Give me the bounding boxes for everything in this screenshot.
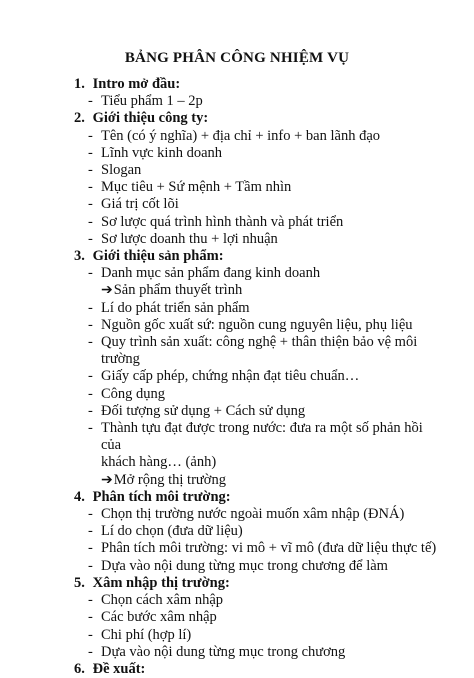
section-title: Phân tích môi trường:: [92, 488, 231, 505]
item-text: Dựa vào nội dung từng mục trong chương để làm: [101, 557, 388, 574]
dash-bullet-icon: -: [88, 609, 93, 626]
section-number: 4.: [74, 488, 85, 505]
item-text: Chọn thị trường nước ngoài muốn xâm nhập (ĐNÁ): [101, 506, 405, 523]
item-text: Sản phẩm thuyết trình: [113, 282, 243, 299]
dash-bullet-icon: -: [88, 299, 93, 316]
list-item: [74, 523, 444, 540]
section-title: Xâm nhập thị trường:: [92, 574, 230, 591]
dash-bullet-icon: -: [88, 162, 93, 179]
section: [74, 110, 444, 248]
section-title: Đề xuất:: [92, 660, 146, 677]
list-item: [74, 162, 444, 179]
item-text: Nguồn gốc xuất sứ: nguồn cung nguyên liệu, phụ liệu: [101, 316, 413, 333]
item-text: Sơ lược quá trình hình thành và phát triển: [101, 213, 344, 230]
item-text: Phân tích môi trường: vi mô + vĩ mô (đưa dữ liệu thực tế): [101, 540, 437, 557]
list-item: [74, 368, 444, 385]
item-text: Dựa vào nội dung từng mục trong chương: [101, 643, 346, 660]
item-text: Giá trị cốt lõi: [101, 196, 179, 213]
section-number: 5.: [74, 574, 85, 591]
dash-bullet-icon: -: [88, 506, 93, 523]
item-text: Lí do phát triển sản phẩm: [101, 299, 250, 316]
list-item: [74, 627, 444, 644]
section-heading: [74, 489, 444, 506]
item-text: Danh mục sản phẩm đang kinh doanh: [101, 265, 321, 282]
list-item-continuation: [74, 454, 444, 471]
list-item: [74, 609, 444, 626]
list-item: [74, 386, 444, 403]
dash-bullet-icon: -: [88, 626, 93, 643]
section-title: Intro mở đầu:: [92, 76, 181, 92]
item-list: [74, 128, 444, 248]
right-arrow-icon: ➔: [101, 472, 113, 488]
document-title: BẢNG PHÂN CÔNG NHIỆM VỤ: [124, 50, 350, 66]
list-item: [74, 420, 444, 454]
dash-bullet-icon: -: [88, 557, 93, 574]
section-title: Giới thiệu công ty:: [92, 110, 209, 127]
section-number: 6.: [74, 660, 85, 677]
item-text: Thành tựu đạt được trong nước: đưa ra một số phản hồi của: [101, 420, 423, 454]
dash-bullet-icon: -: [88, 592, 93, 609]
list-item: [74, 558, 444, 575]
list-item: [74, 145, 444, 162]
item-list: [74, 506, 444, 575]
dash-bullet-icon: -: [88, 196, 93, 213]
list-item: [74, 196, 444, 213]
item-text: Lí do chọn (đưa dữ liệu): [101, 523, 243, 540]
item-text: Đối tượng sử dụng + Cách sử dụng: [101, 402, 306, 419]
dash-bullet-icon: -: [88, 523, 93, 540]
list-item: [74, 317, 444, 334]
dash-bullet-icon: -: [88, 127, 93, 144]
dash-bullet-icon: -: [88, 420, 93, 437]
item-text: khách hàng… (ảnh): [101, 454, 217, 471]
list-item: [74, 506, 444, 523]
list-item: [74, 334, 444, 368]
section: [74, 661, 444, 678]
section: [74, 76, 444, 110]
dash-bullet-icon: -: [88, 540, 93, 557]
dash-bullet-icon: -: [88, 179, 93, 196]
item-text: Công dụng: [101, 385, 166, 402]
section-heading: [74, 661, 444, 678]
section-number: 3.: [74, 248, 85, 265]
item-list: [74, 265, 444, 489]
section-title: Giới thiệu sản phẩm:: [92, 248, 224, 265]
item-text: Giấy cấp phép, chứng nhận đạt tiêu chuẩn…: [101, 368, 360, 385]
section-heading: [74, 76, 444, 93]
list-item: [74, 214, 444, 231]
section-heading: [74, 110, 444, 127]
section-number: 1.: [74, 76, 85, 92]
list-item: [74, 179, 444, 196]
item-text: Tên (có ý nghĩa) + địa chỉ + info + ban lãnh đạo: [101, 127, 381, 144]
section-number: 2.: [74, 110, 85, 127]
list-item: [74, 644, 444, 661]
arrow-item: [74, 282, 444, 299]
item-text: Tiểu phẩm 1 – 2p: [101, 93, 203, 110]
item-text: Mở rộng thị trường: [113, 471, 226, 488]
item-text: Các bước xâm nhập: [101, 609, 217, 626]
list-item: [74, 540, 444, 557]
list-item: [74, 128, 444, 145]
list-item: [74, 93, 444, 110]
section: [74, 489, 444, 575]
dash-bullet-icon: -: [88, 230, 93, 247]
item-text: Chọn cách xâm nhập: [101, 592, 224, 609]
dash-bullet-icon: -: [88, 93, 93, 110]
item-list: [74, 93, 444, 110]
right-arrow-icon: ➔: [101, 283, 113, 299]
item-text: Lĩnh vực kinh doanh: [101, 144, 223, 161]
dash-bullet-icon: -: [88, 368, 93, 385]
dash-bullet-icon: -: [88, 213, 93, 230]
section: [74, 575, 444, 661]
dash-bullet-icon: -: [88, 265, 93, 282]
list-item: [74, 403, 444, 420]
dash-bullet-icon: -: [88, 402, 93, 419]
section-heading: [74, 575, 444, 592]
item-text: Quy trình sản xuất: công nghệ + thân thiện bảo vệ môi trường: [101, 334, 418, 368]
list-item: [74, 265, 444, 282]
dash-bullet-icon: -: [88, 385, 93, 402]
dash-bullet-icon: -: [88, 144, 93, 161]
section: [74, 248, 444, 489]
list-item: [74, 300, 444, 317]
dash-bullet-icon: -: [88, 316, 93, 333]
arrow-item: [74, 472, 444, 489]
item-text: Mục tiêu + Sứ mệnh + Tầm nhìn: [101, 179, 292, 196]
list-item: [74, 592, 444, 609]
item-text: Sơ lược doanh thu + lợi nhuận: [101, 230, 278, 247]
list-item: [74, 231, 444, 248]
dash-bullet-icon: -: [88, 334, 93, 351]
item-list: [74, 592, 444, 661]
section-list: [74, 76, 444, 678]
section-heading: [74, 248, 444, 265]
item-text: Slogan: [101, 162, 142, 179]
dash-bullet-icon: -: [88, 643, 93, 660]
item-text: Chi phí (hợp lí): [101, 626, 192, 643]
